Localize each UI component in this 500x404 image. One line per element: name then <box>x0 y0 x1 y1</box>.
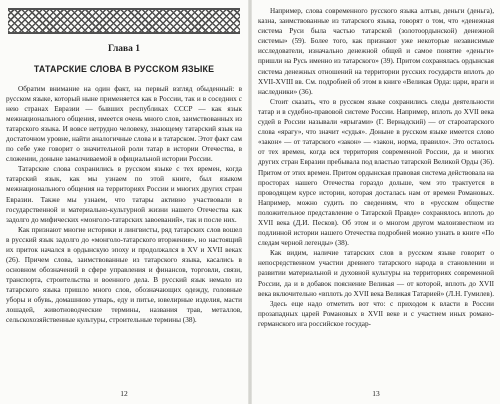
section-title: ТАТАРСКИЕ СЛОВА В РУССКОМ ЯЗЫКЕ <box>33 64 215 74</box>
page-number: 13 <box>372 389 380 398</box>
paragraph: Как видим, наличие татарских слов в русском языке говорит о непосредственном участии древнего татарского народа в становлении и развитии материальной и духовной культуры на территориях современной России, да и в добавок пояснение Великая — от которой, вплоть до XVII века включительно «вплоть до XVII века Великая Татарией» (Л.Н. Гумилев). <box>258 249 495 298</box>
paragraph: Здесь еще надо отметить вот что: с приходом к власти в России прозападных царей Романовых в XVII веке и с участием иных романо-германского ига российское государ- <box>258 299 494 328</box>
left-page <box>6 6 242 398</box>
right-page-body <box>258 6 494 329</box>
paragraph: Как признают многие историки и лингвисты, ряд татарских слов вошел в русский язык задолго до «монголо-татарского вторжения», но настоящий их приток начался в ордынскую эпоху и продолжался в XV и XVII веках (26). Причем слова, заимствованные из татарского языка, касались в основном обозначений в сфере управления и финансов, торговли, связи, транспорта, строительства и военного дела. В русский язык немало из татарского языка пришло много слов, обозначающих одежду, головные уборы и обувь, домашнюю утварь, еду и питье, ювелирные изделия, масти лошадей, животноводческие термины, названия трав, металлов, сельскохозяйственные культуры, строительные термины (38). <box>6 225 242 325</box>
decorative-ornament-band <box>8 8 240 34</box>
page-number: 12 <box>120 389 128 398</box>
book-gutter <box>248 0 252 404</box>
left-page-body <box>6 84 242 325</box>
paragraph: Татарские слова сохранились в русском языке с тех времен, когда татарский язык, как мы узнаем по этой книге, был языком межнационального общения на территориях России и многих других стран Евразии. Также мы узнаем, что татары активно участвовали в государственной и материально-культурной жизни нашего Отечества как задолго до мифических «монголо-татарских завоеваний», так и после них. <box>6 165 242 224</box>
right-page <box>258 6 494 398</box>
chapter-heading: Глава 1 <box>107 44 141 54</box>
paragraph: Обратим внимание на один факт, на первый взгляд обыденный: в русском языке, который ныне применяется как в России, так и в соседних с нею странах Евразии — бывших республиках СССР — как язык межнационального общения, имеется очень много слов, заимствованных из татарского языка. И вовсе нетрудно человеку, знающему татарский язык на достаточном уровне, найти аналогичные слова и в татарском. Этот факт сам по себе уже говорит о значительной роли татар в истории Отечества, в сложении, доныне замалчиваемой в официальной истории России. <box>6 85 242 164</box>
paragraph: Например, слова современного русского языка алтын, деньги (деньга), казна, заимствованные из татарского языка, говорят о том, что «денежная система Руси была частью татарской (золотоордынской) денежной системы» (59). Более того, как признают уже некоторые независимые исследователи, изначально денежной общей и самое понятие «деньги» пришли на Русь именно из татарского» (39). Притом сохранялась ордынская система денежных отношений на территории русских государств вплоть до XVII-XVIII вв. См. подробней об этом в книге «Великая Орда: цари, враги и наследники» (36). <box>258 7 494 96</box>
paragraph: Стоит сказать, что в русском языке сохранились следы деятельности татар и в судебно-правовой системе России. Например, вплоть до XVII века судей в России называли «ярыгами» (Г. Вернадский) — от староатарского слова «ярагу», что значит «судья». Доныне в русском языке имеется слово «закон» — от татарского «закон» — «закон, норма, правило». Это осталось от тех времен, когда вся территория современной России, да и многих других стран Евразии пребывала под властью татарской Великой Орды (36). Притом от этих времен. Притом ордынская правовая система действовала на просторах нашего Отечества гораздо дольше, чем это трактуется в проводящем курсе истории, которая досталась нам от времен Романовых. Например, можно судить по сведениям, что в «русском обществе положительное представление о Татарской Правде» сохранялось вплоть до XVII века (Д.И. Песков). Об этом и о многом другом малоизвестном из подлинной истории нашего Отечества подробней можно узнать в книге «По следам черной легенды» (38). <box>258 97 494 248</box>
